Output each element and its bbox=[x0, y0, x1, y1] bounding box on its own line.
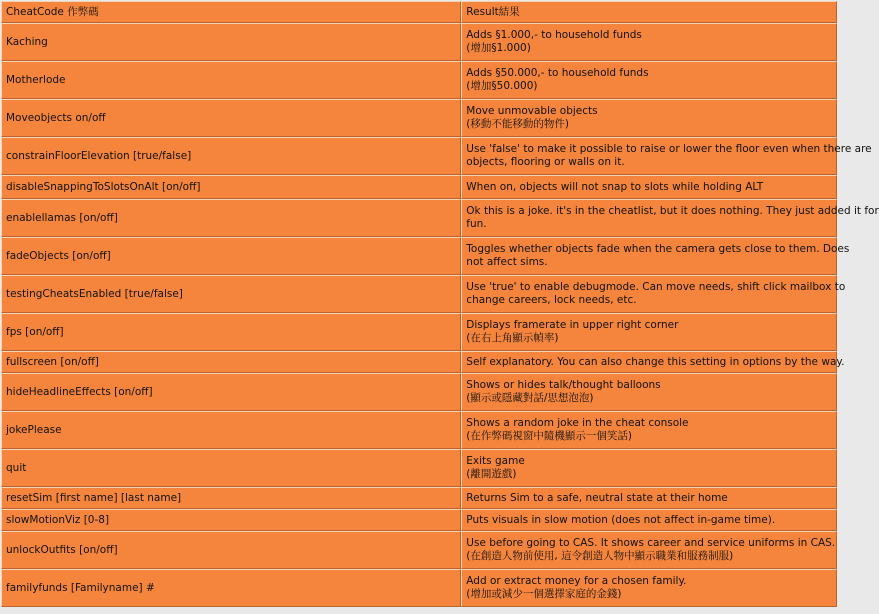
result-line: (在右上角顯示幀率) bbox=[466, 332, 559, 344]
result-cell bbox=[461, 199, 879, 237]
result-cell bbox=[461, 449, 837, 487]
result-line: Toggles whether objects fade when the camera gets close to them. Does bbox=[466, 243, 850, 255]
result-line: (在創造人物前使用, 這令創造人物中顯示職業和服務制服) bbox=[466, 550, 734, 562]
result-line: Adds §50.000,- to household funds bbox=[466, 67, 649, 79]
result-cell bbox=[461, 137, 872, 175]
result-line: Returns Sim to a safe, neutral state at their home bbox=[466, 491, 728, 504]
result-line: (移動不能移動的物件) bbox=[466, 118, 569, 130]
result-line: Displays framerate in upper right corner bbox=[466, 319, 679, 331]
result-line: not affect sims. bbox=[466, 256, 548, 268]
table-row bbox=[1, 411, 837, 449]
table-row bbox=[1, 509, 837, 531]
header-result: Result結果 bbox=[461, 1, 837, 23]
result-line: Exits game bbox=[466, 455, 525, 467]
result-cell bbox=[461, 313, 837, 351]
table-row bbox=[1, 23, 837, 61]
header-cheat-code: CheatCode 作弊碼 bbox=[1, 1, 461, 23]
header-row bbox=[1, 1, 837, 23]
result-line: (增加§1.000) bbox=[466, 42, 531, 54]
result-line: Adds §1.000,- to household funds bbox=[466, 29, 642, 41]
result-line: Use before going to CAS. It shows career and service uniforms in CAS. bbox=[466, 537, 836, 549]
cheat-code-cell: hideHeadlineEffects [on/off] bbox=[1, 373, 461, 411]
result-line: change careers, lock needs, etc. bbox=[466, 294, 637, 306]
result-line: Add or extract money for a chosen family. bbox=[466, 575, 687, 587]
cheat-code-table bbox=[1, 1, 879, 607]
table-row bbox=[1, 531, 837, 569]
result-line: objects, flooring or walls on it. bbox=[466, 156, 625, 168]
result-cell bbox=[461, 569, 837, 607]
result-line: When on, objects will not snap to slots while holding ALT bbox=[466, 180, 764, 193]
result-line: fun. bbox=[466, 218, 487, 230]
cheat-code-cell: slowMotionViz [0-8] bbox=[1, 509, 461, 531]
result-line: (在作弊碼視窗中隨機顯示一個笑話) bbox=[466, 430, 632, 442]
result-cell bbox=[461, 275, 846, 313]
table-row bbox=[1, 569, 837, 607]
result-line: Puts visuals in slow motion (does not affect in-game time). bbox=[466, 513, 776, 526]
cheat-code-cell: unlockOutfits [on/off] bbox=[1, 531, 461, 569]
cheat-code-cell: fadeObjects [on/off] bbox=[1, 237, 461, 275]
result-cell bbox=[461, 531, 837, 569]
cheat-code-cell: jokePlease bbox=[1, 411, 461, 449]
result-cell bbox=[461, 61, 837, 99]
result-cell bbox=[461, 351, 845, 373]
table-row bbox=[1, 313, 837, 351]
cheat-code-cell: disableSnappingToSlotsOnAlt [on/off] bbox=[1, 175, 461, 199]
result-cell bbox=[461, 175, 837, 199]
table-row bbox=[1, 351, 837, 373]
table-row bbox=[1, 275, 837, 313]
table-row bbox=[1, 449, 837, 487]
cheat-code-cell: quit bbox=[1, 449, 461, 487]
result-cell bbox=[461, 509, 837, 531]
cheat-code-cell: familyfunds [Familyname] # bbox=[1, 569, 461, 607]
result-line: (顯示或隱藏對話/思想泡泡) bbox=[466, 392, 594, 404]
result-line: Shows a random joke in the cheat console bbox=[466, 417, 689, 429]
cheat-code-cell: Kaching bbox=[1, 23, 461, 61]
result-cell bbox=[461, 487, 837, 509]
result-line: (增加或減少一個選擇家庭的金錢) bbox=[466, 588, 622, 600]
result-line: Self explanatory. You can also change this setting in options by the way. bbox=[466, 355, 845, 368]
result-cell bbox=[461, 99, 837, 137]
table-row bbox=[1, 199, 837, 237]
cheat-code-cell: fps [on/off] bbox=[1, 313, 461, 351]
result-line: Move unmovable objects bbox=[466, 105, 598, 117]
result-cell bbox=[461, 411, 837, 449]
result-cell bbox=[461, 373, 837, 411]
cheat-code-cell: Motherlode bbox=[1, 61, 461, 99]
table-row bbox=[1, 487, 837, 509]
result-line: (離開遊戲) bbox=[466, 468, 517, 480]
cheat-code-cell: enablellamas [on/off] bbox=[1, 199, 461, 237]
cheat-code-cell: Moveobjects on/off bbox=[1, 99, 461, 137]
result-line: Shows or hides talk/thought balloons bbox=[466, 379, 661, 391]
table-row bbox=[1, 237, 837, 275]
result-cell bbox=[461, 237, 850, 275]
table-row bbox=[1, 175, 837, 199]
table-row bbox=[1, 61, 837, 99]
cheat-code-cell: testingCheatsEnabled [true/false] bbox=[1, 275, 461, 313]
cheat-code-cell: resetSim [first name] [last name] bbox=[1, 487, 461, 509]
table-row bbox=[1, 373, 837, 411]
result-line: (增加§50.000) bbox=[466, 80, 538, 92]
result-line: Use 'false' to make it possible to raise or lower the floor even when there are bbox=[466, 143, 872, 155]
result-line: Ok this is a joke. it's in the cheatlist, but it does nothing. They just added it for bbox=[466, 205, 879, 217]
table-row bbox=[1, 99, 837, 137]
cheat-code-cell: fullscreen [on/off] bbox=[1, 351, 461, 373]
cheat-code-table-body bbox=[1, 1, 879, 607]
result-line: Use 'true' to enable debugmode. Can move needs, shift click mailbox to bbox=[466, 281, 846, 293]
result-cell bbox=[461, 23, 837, 61]
table-row bbox=[1, 137, 837, 175]
cheat-code-cell: constrainFloorElevation [true/false] bbox=[1, 137, 461, 175]
